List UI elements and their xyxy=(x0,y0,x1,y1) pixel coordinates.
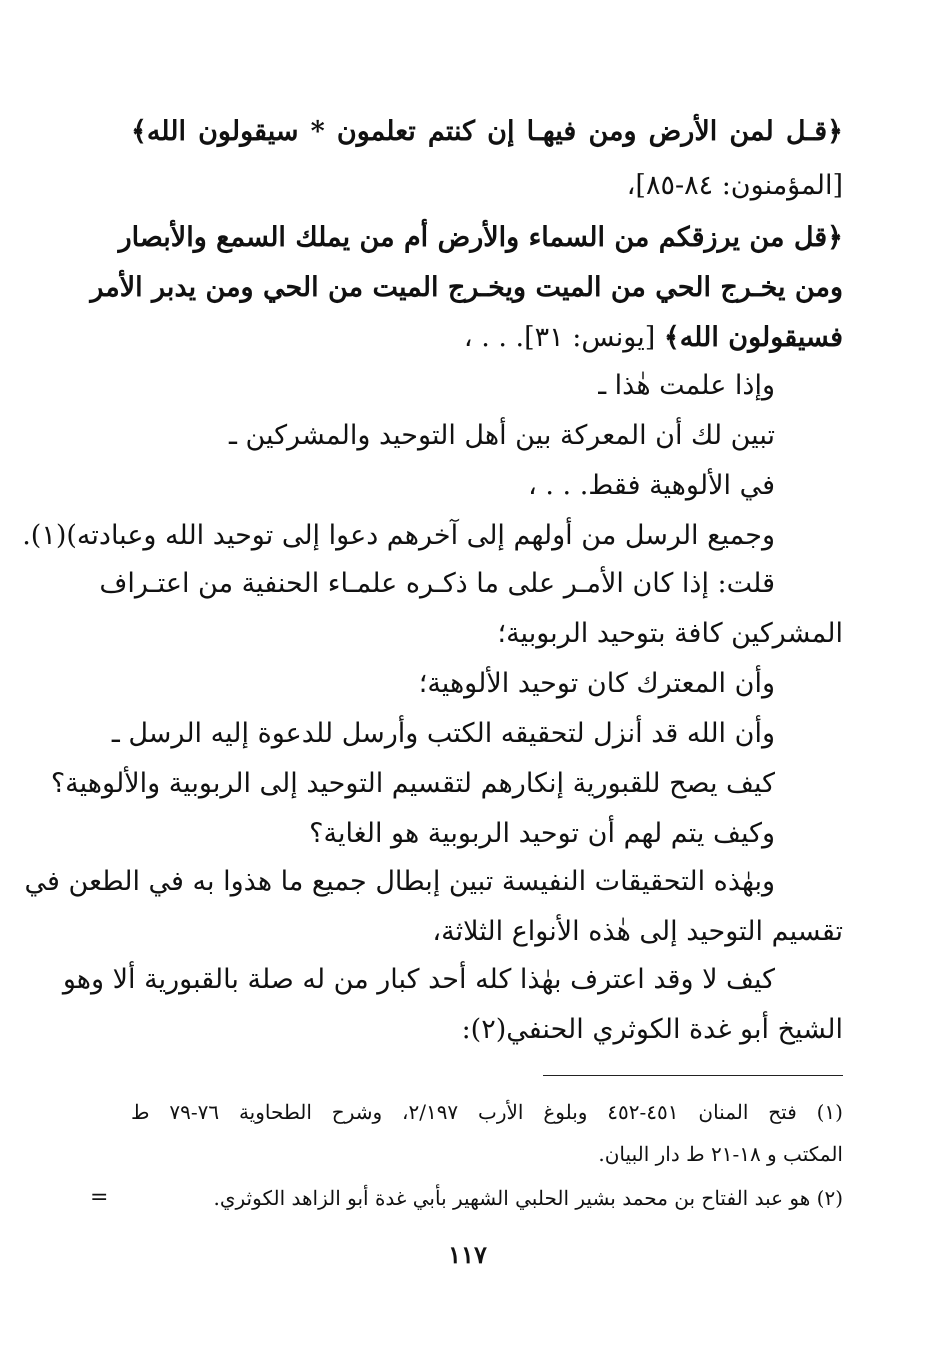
text-line: تقسيم التوحيد إلى هٰذه الأنواع الثلاثة، xyxy=(432,916,843,947)
verse-fragment: فسيقولون الله﴾ xyxy=(663,322,843,353)
verse-line: ﴿قل من يرزقكم من السماء والأرض أم من يملك السمع والأبصار xyxy=(118,222,843,253)
footnote-line: (٢) هو عبد الفتاح بن محمد بشير الحلبي الشهير بأبي غدة أبو الزاهد الكوثري. xyxy=(213,1186,843,1210)
page-number: ١١٧ xyxy=(448,1240,487,1269)
text-line: تبين لك أن المعركة بين أهل التوحيد والمشركين ـ xyxy=(229,420,775,451)
text-line: وجميع الرسل من أولهم إلى آخرهم دعوا إلى توحيد الله وعبادته)(١). xyxy=(22,520,775,551)
text-line: وإذا علمت هٰذا ـ xyxy=(598,370,775,401)
text-line: قلت: إذا كان الأمـر على ما ذكـره علمـاء الحنفية من اعتـراف xyxy=(99,568,775,599)
continuation-mark: = xyxy=(90,1185,109,1210)
footnote-line: المكتب و ١٨-٢١ ط دار البيان. xyxy=(598,1142,843,1166)
text-line: كيف لا وقد اعترف بهٰذا كله أحد كبار من له صلة بالقبورية ألا وهو xyxy=(62,964,775,995)
text-line: وكيف يتم لهم أن توحيد الربوبية هو الغاية؟ xyxy=(309,818,775,849)
verse-citation: [المؤمنون: ٨٤-٨٥]، xyxy=(626,170,843,201)
verse-line: ومن يخـرج الحي من الميت ويخـرج الميت من الحي ومن يدبر الأمر xyxy=(90,272,843,303)
verse-line: ﴿قـل لمن الأرض ومن فيهـا إن كنتم تعلمون * سيقولون الله﴾ xyxy=(131,116,843,147)
text-line: في الألوهية فقط. . . ، xyxy=(528,470,775,501)
verse-closing-line xyxy=(464,318,843,358)
text-line: وأن المعترك كان توحيد الألوهية؛ xyxy=(418,668,775,699)
footnote-divider xyxy=(543,1075,843,1076)
verse-citation: [يونس: ٣١]. . . ، xyxy=(463,322,656,353)
footnote-line: (١) فتح المنان ٤٥١-٤٥٢ وبلوغ الأرب ٢/١٩٧، وشرح الطحاوية ٧٦-٧٩ ط xyxy=(131,1100,843,1124)
text-line: كيف يصح للقبورية إنكارهم لتقسيم التوحيد إلى الربوبية والألوهية؟ xyxy=(50,768,775,799)
text-line: وبهٰذه التحقيقات النفيسة تبين إبطال جميع ما هذوا به في الطعن في xyxy=(24,866,775,897)
text-line: وأن الله قد أنزل لتحقيقه الكتب وأرسل للدعوة إليه الرسل ـ xyxy=(111,718,775,749)
text-line: الشيخ أبو غدة الكوثري الحنفي(٢): xyxy=(461,1014,843,1045)
text-line: المشركين كافة بتوحيد الربوبية؛ xyxy=(497,618,843,649)
